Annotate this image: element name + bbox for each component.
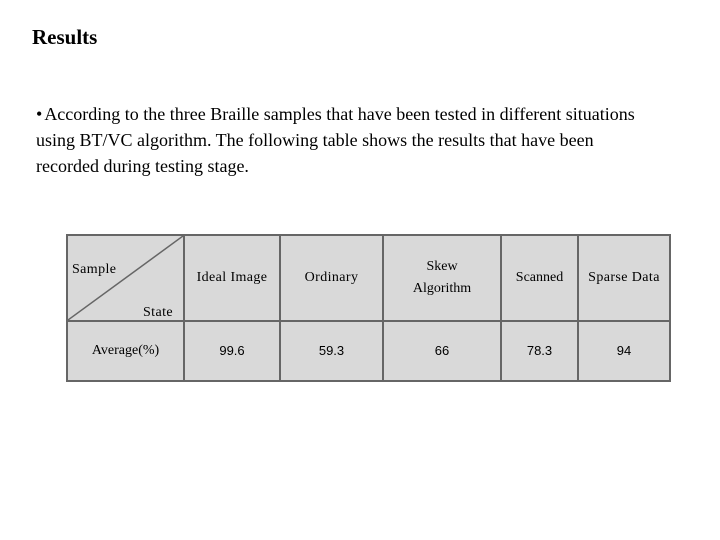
bullet-paragraph bbox=[36, 101, 636, 179]
row-label-average: Average(%) bbox=[67, 321, 184, 381]
table-header-row bbox=[67, 235, 670, 321]
table-row bbox=[67, 321, 670, 381]
corner-label-state: State bbox=[143, 305, 173, 320]
value-scanned: 78.3 bbox=[501, 321, 578, 381]
header-sparse-data: Sparse Data bbox=[578, 235, 670, 321]
corner-label-sample: Sample bbox=[72, 262, 117, 277]
slide-title: Results bbox=[32, 25, 98, 49]
paragraph-text: According to the three Braille samples that have been tested in different situations using BT/VC algorithm. The following table shows the results that have been recorded during testing stage. bbox=[36, 104, 635, 176]
corner-header-cell bbox=[67, 235, 184, 321]
header-skew-algorithm-label: Skew Algorithm bbox=[412, 259, 472, 296]
value-sparse-data: 94 bbox=[578, 321, 670, 381]
value-ideal-image: 99.6 bbox=[184, 321, 280, 381]
header-ideal-image: Ideal Image bbox=[184, 235, 280, 321]
bullet-icon: • bbox=[36, 104, 43, 124]
results-table bbox=[66, 234, 671, 382]
header-scanned: Scanned bbox=[501, 235, 578, 321]
value-ordinary: 59.3 bbox=[280, 321, 383, 381]
header-ordinary: Ordinary bbox=[280, 235, 383, 321]
value-skew-algorithm: 66 bbox=[383, 321, 501, 381]
header-skew-algorithm bbox=[383, 235, 501, 321]
